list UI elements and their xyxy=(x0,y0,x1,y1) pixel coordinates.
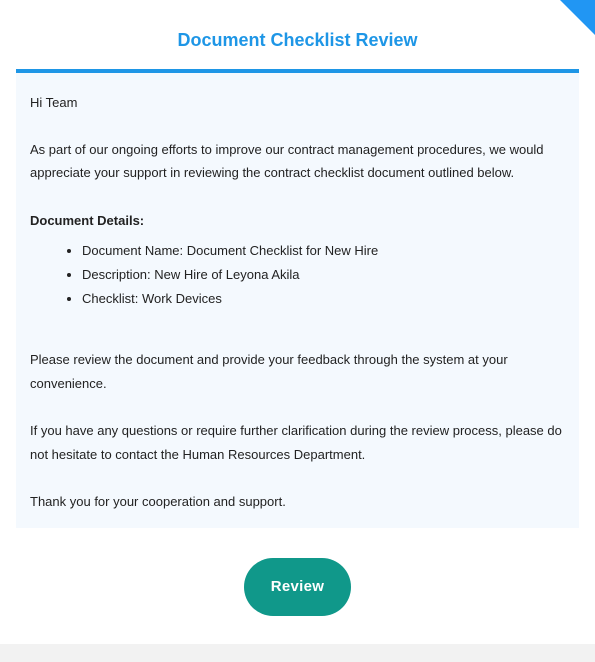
greeting-text: Hi Team xyxy=(30,95,78,110)
email-body xyxy=(16,73,579,528)
details-list xyxy=(30,239,565,311)
detail-item-document-name: • Document Name: Document Checklist for New Hire xyxy=(82,239,565,263)
details-heading: Document Details: xyxy=(30,212,145,228)
review-button[interactable]: Review xyxy=(244,558,351,616)
detail-item-checklist: • Checklist: Work Devices xyxy=(82,287,565,311)
detail-item-description: • Description: New Hire of Leyona Akila xyxy=(82,263,565,287)
questions-paragraph: If you have any questions or require further clarification during the review process, please do not hesitate to contact the Human Resources Department. xyxy=(30,423,562,462)
email-title: Document Checklist Review xyxy=(177,30,418,50)
closing-text: Thank you for your cooperation and support. xyxy=(30,494,286,509)
review-request-paragraph: Please review the document and provide your feedback through the system at your convenience. xyxy=(30,352,508,391)
footer-band xyxy=(0,644,595,662)
intro-paragraph: As part of our ongoing efforts to improve our contract management procedures, we would appreciate your support in reviewing the contract checklist document outlined below. xyxy=(30,141,544,180)
